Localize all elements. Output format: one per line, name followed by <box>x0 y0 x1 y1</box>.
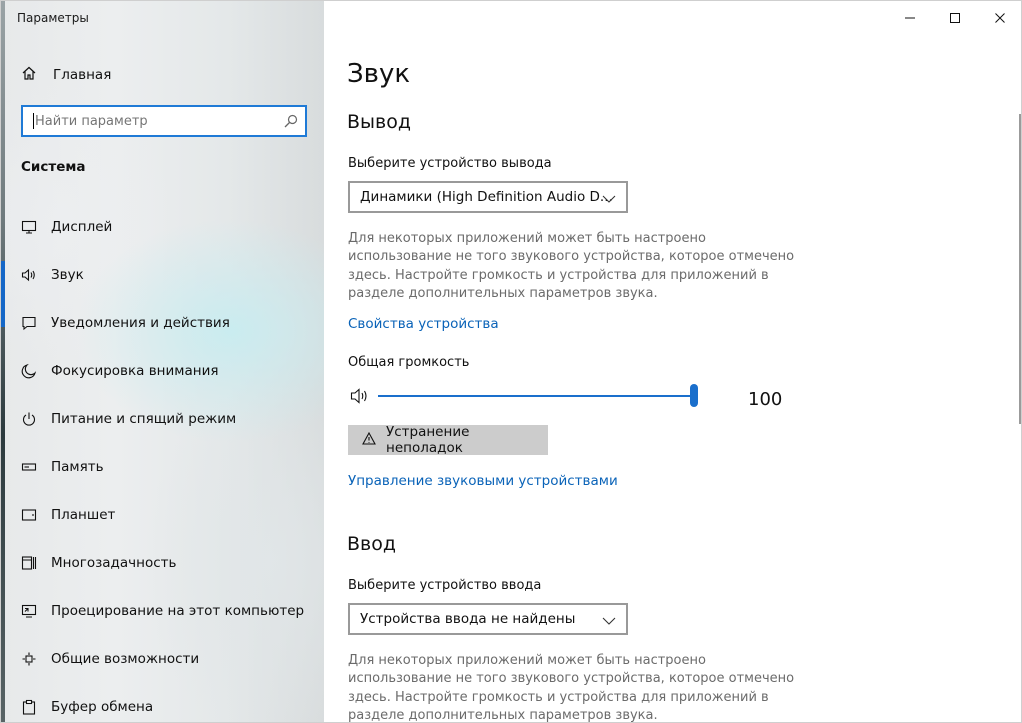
sidebar-item-projection[interactable] <box>1 587 324 635</box>
clipboard-icon <box>21 699 37 715</box>
notification-icon <box>21 315 37 331</box>
home-icon <box>21 65 37 85</box>
shared-icon <box>21 651 37 667</box>
storage-icon <box>21 459 37 475</box>
sidebar-item-notifications[interactable] <box>1 299 324 347</box>
projection-icon <box>21 603 37 619</box>
sidebar-item-power[interactable] <box>1 395 324 443</box>
monitor-icon <box>21 219 37 235</box>
nav-list <box>1 203 324 723</box>
sidebar-item-label: Проецирование на этот компьютер <box>51 603 305 619</box>
search-box[interactable] <box>21 105 307 137</box>
sidebar-item-shared-experiences[interactable] <box>1 635 324 683</box>
sidebar-item-label: Буфер обмена <box>51 699 154 715</box>
volume-slider-track[interactable] <box>378 395 694 397</box>
input-device-value: Устройства ввода не найдены <box>360 611 576 627</box>
sidebar-item-label: Уведомления и действия <box>51 315 230 331</box>
sidebar-item-label: Память <box>51 459 104 475</box>
troubleshoot-label: Устранение неполадок <box>386 424 470 456</box>
sidebar-item-storage[interactable] <box>1 443 324 491</box>
speaker-icon <box>21 267 37 283</box>
input-description: Для некоторых приложений может быть настроено использование не того звукового устройства, которое отмечено здесь. Настройте громкость и устройства для приложений в разделе дополнительных параметров звука. <box>348 653 795 723</box>
search-icon[interactable] <box>283 113 299 133</box>
moon-icon <box>21 363 37 379</box>
sidebar-item-sound[interactable] <box>1 251 324 299</box>
volume-slider-thumb[interactable] <box>690 384 698 407</box>
multitask-icon <box>21 555 37 571</box>
sidebar-item-label: Дисплей <box>51 219 113 235</box>
output-device-dropdown[interactable] <box>348 181 628 213</box>
sidebar <box>1 1 324 723</box>
tablet-icon <box>21 507 37 523</box>
app-title: Параметры <box>17 11 89 25</box>
output-device-label: Выберите устройство вывода <box>348 156 552 171</box>
sidebar-item-multitasking[interactable] <box>1 539 324 587</box>
sidebar-item-label: Многозадачность <box>51 555 177 571</box>
sidebar-item-label: Фокусировка внимания <box>51 363 219 379</box>
search-input[interactable] <box>35 114 275 129</box>
output-heading: Вывод <box>347 111 411 133</box>
chevron-down-icon <box>602 614 616 630</box>
output-device-value: Динамики (High Definition Audio D... <box>360 189 613 205</box>
manage-sound-devices-link[interactable]: Управление звуковыми устройствами <box>348 473 618 489</box>
home-label: Главная <box>53 67 112 83</box>
device-properties-link[interactable]: Свойства устройства <box>348 316 499 332</box>
sidebar-item-display[interactable] <box>1 203 324 251</box>
input-device-dropdown[interactable] <box>348 603 628 635</box>
text-cursor <box>33 113 34 129</box>
chevron-down-icon <box>602 192 616 208</box>
content-pane <box>324 1 1022 723</box>
warning-icon <box>362 432 376 449</box>
troubleshoot-button[interactable] <box>348 425 548 455</box>
page-title: Звук <box>347 59 411 89</box>
sidebar-item-label: Питание и спящий режим <box>51 411 237 427</box>
volume-label: Общая громкость <box>348 355 470 370</box>
power-icon <box>21 411 37 427</box>
input-heading: Ввод <box>347 533 396 555</box>
sidebar-item-label: Планшет <box>51 507 116 523</box>
section-title: Система <box>21 159 86 175</box>
sidebar-item-label: Общие возможности <box>51 651 200 667</box>
sidebar-item-focus-assist[interactable] <box>1 347 324 395</box>
sidebar-item-tablet[interactable] <box>1 491 324 539</box>
speaker-icon[interactable] <box>350 387 370 409</box>
sidebar-item-clipboard[interactable] <box>1 683 324 723</box>
volume-control <box>348 381 788 411</box>
sidebar-item-label: Звук <box>51 267 84 283</box>
input-device-label: Выберите устройство ввода <box>348 578 542 593</box>
volume-value: 100 <box>748 389 783 410</box>
nav-home[interactable] <box>1 57 324 93</box>
output-description: Для некоторых приложений может быть настроено использование не того звукового устройства, которое отмечено здесь. Настройте громкость и устройства для приложений в разделе дополнительных параметров звука. <box>348 231 795 301</box>
